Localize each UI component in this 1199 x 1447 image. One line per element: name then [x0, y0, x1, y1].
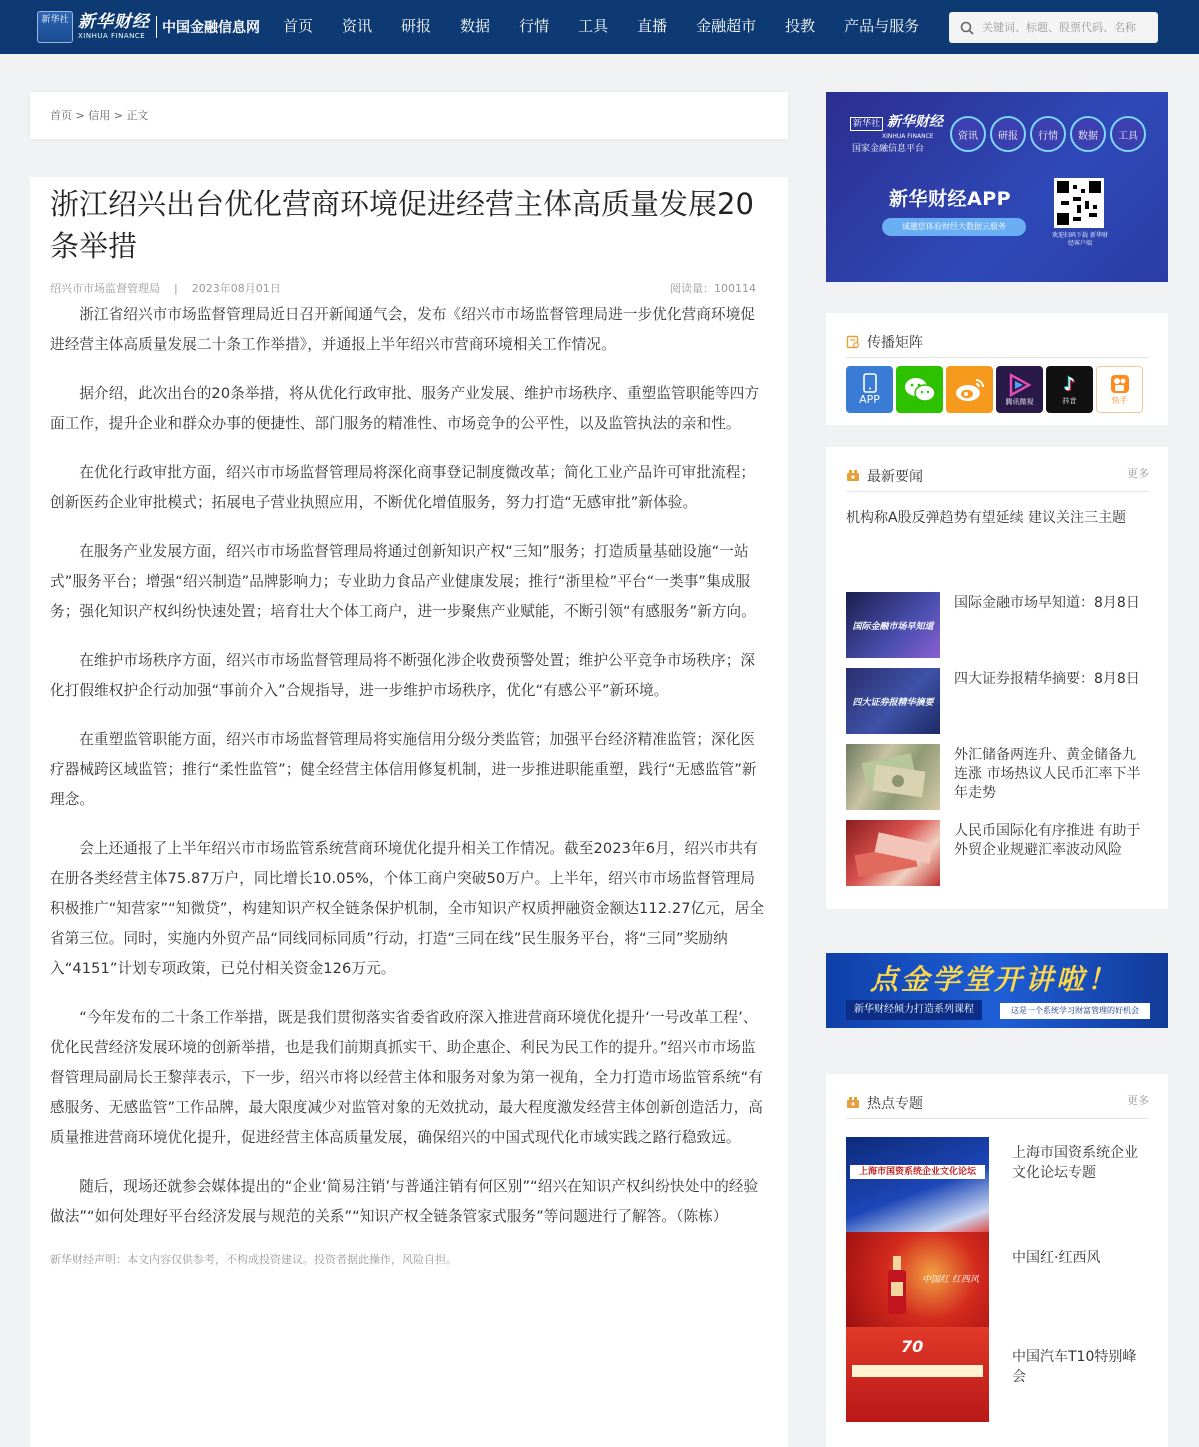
matrix-icon [846, 335, 860, 349]
feature-circle: 工具 [1110, 116, 1146, 152]
topic-image-caption: 中国红 红西风 [922, 1275, 979, 1285]
thumbnail-caption: 四大证券报精华摘要 [852, 697, 934, 708]
feature-circle: 研报 [990, 116, 1026, 152]
article-paragraph: 在优化行政审批方面，绍兴市市场监督管理局将深化商事登记制度微改革；简化工业产品许可审批流程；创新医药企业审批模式；拓展电子营业执照应用，不断优化增值服务，努力打造“无感审批”新体验。 [50, 464, 756, 511]
panel-title: 传播矩阵 [867, 335, 923, 351]
weibo-channel-button[interactable] [946, 366, 993, 413]
article-body [50, 300, 769, 1232]
channel-label: APP [859, 393, 880, 406]
channel-label: 快手 [1111, 396, 1128, 405]
thumbnail-caption: 国际金融市场早知道 [852, 621, 934, 632]
breadcrumb-section[interactable]: 信用 [88, 109, 111, 122]
breadcrumb-separator: > [75, 109, 85, 122]
feature-circle: 行情 [1030, 116, 1066, 152]
topics-more-link[interactable]: 更多 [1127, 1094, 1149, 1107]
nav-tools[interactable]: 工具 [578, 17, 609, 35]
article-paragraph: 据介绍，此次出台的20条举措，将从优化行政审批、服务产业发展、维护市场秩序、重塑监管职能等四方面工作，提升企业和群众办事的便捷性、部门服务的精准性、市场竞争的公平性，以及监管执法的亲和性。 [50, 385, 760, 432]
top-navigation-bar [0, 0, 1199, 54]
kuaishou-icon [1109, 373, 1131, 395]
views-count: 100114 [714, 282, 756, 295]
article-paragraph: 在维护市场秩序方面，绍兴市市场监督管理局将不断强化涉企收费预警处置；维护公平竞争市场秩序；深化打假维权护企行动加强“事前介入”合规指导，进一步维护市场秩序，优化“有感公平”新环境。 [50, 652, 756, 699]
news-list-item[interactable] [846, 668, 1149, 734]
news-list-item[interactable] [846, 744, 1149, 810]
article-title: 浙江绍兴出台优化营商环境促进经营主体高质量发展20条举措 [50, 187, 754, 263]
app-download-banner[interactable] [826, 92, 1168, 282]
news-list-item[interactable] [846, 820, 1149, 886]
nav-research[interactable]: 研报 [401, 17, 432, 35]
course-banner-subtag: 这是一个系统学习财富管理的好机会 [1000, 1003, 1150, 1019]
views-label: 阅读量： [670, 282, 714, 295]
panel-title: 最新要闻 [867, 469, 923, 485]
topic-image [846, 1232, 989, 1327]
banner-platform-text: 国家金融信息平台 [852, 144, 925, 154]
site-logo[interactable] [37, 11, 260, 43]
hot-topics-panel [826, 1074, 1168, 1447]
banner-slogan: 诚邀您体验财经大数据云服务 [882, 218, 1026, 236]
kuaishou-channel-button[interactable] [1096, 366, 1143, 413]
logo-divider [156, 16, 157, 38]
topic-image-band [852, 1365, 983, 1377]
article-paragraph: 会上还通报了上半年绍兴市市场监管系统营商环境优化提升相关工作情况。截至2023年6月，绍兴市共有在册各类经营主体75.87万户，同比增长10.05%，个体工商户突破50万户。上半年，绍兴市市场监督管理局积极推广“知营家”“知微贷”，构建知识产权全链条保护机制，全市知识产权质押融资金额达112.27亿元，居全省第三位。同时，实施内外贸产品“同线同标同质”行动，打造“三同在线”民生服务平台，将“三同”奖励纳入“4151”计划专项政策，已兑付相关资金126万元。 [50, 840, 765, 977]
nav-investor-education[interactable]: 投教 [785, 17, 816, 35]
article-source: 绍兴市市场监督管理局 [50, 282, 160, 295]
article-meta [50, 280, 769, 296]
news-thumbnail [846, 820, 940, 886]
banner-logo-name: 新华财经 [887, 114, 944, 130]
article-paragraph: “今年发布的二十条工作举措，既是我们贯彻落实省委省政府深入推进营商环境优化提升‘一号改革工程’、优化民营经济发展环境的创新举措，也是我们前期真抓实干、助企惠企、利民为民工作的提升。”绍兴市市场监督管理局副局长王黎萍表示，下一步，绍兴市将以经营主体和服务对象为第一视角，全力打造市场监管系统“有感服务、无感监管”工作品牌，最大限度减少对监管对象的无效扰动，最大程度激发经营主体创新创造活力，高质量推进营商环境优化提升，促进经营主体高质量发展，确保绍兴的中国式现代化市域实践之路行稳致远。 [50, 1009, 763, 1146]
course-banner[interactable] [826, 953, 1168, 1028]
banknotes-image [846, 744, 940, 810]
panel-header [846, 447, 1149, 492]
topic-item[interactable] [846, 1137, 1149, 1232]
banner-logo-badge: 新华社 [850, 117, 883, 131]
article-paragraph: 在服务产业发展方面，绍兴市市场监督管理局将通过创新知识产权“三知”服务；打造质量基础设施“一站式”服务平台；增强“绍兴制造”品牌影响力；专业助力食品产业健康发展；推行“浙里检”平台“一类事”集成服务；强化知识产权纠纷快速处置；培育壮大个体工商户，进一步聚焦产业赋能，不断引领“有感服务”新方向。 [50, 543, 756, 620]
panel-header [846, 313, 1149, 358]
lead-news-link[interactable]: 机构称A股反弹趋势有望延续 建议关注三主题 [846, 510, 1127, 526]
wechat-channel-button[interactable] [896, 366, 943, 413]
wechat-icon [903, 376, 937, 404]
article-date: 2023年08月01日 [191, 282, 281, 295]
weishi-channel-button[interactable] [996, 366, 1043, 413]
logo-english: XINHUA FINANCE [78, 32, 146, 40]
breadcrumb-home[interactable]: 首页 [50, 109, 72, 122]
search-icon[interactable] [960, 21, 974, 35]
banner-app-name: 新华财经APP [889, 188, 1012, 210]
article-paragraph: 在重塑监管职能方面，绍兴市市场监督管理局将实施信用分级分类监管；加强平台经济精准监管；深化医疗器械跨区域监管；推行“柔性监管”；健全经营主体信用修复机制，进一步推进职能重塑，践行“无感监管”新理念。 [50, 731, 757, 808]
media-matrix-panel [826, 313, 1168, 425]
liquor-bottle-image [886, 1256, 908, 1316]
weibo-icon [954, 377, 986, 403]
rmb-notes-image [846, 820, 940, 886]
nav-news[interactable]: 资讯 [342, 17, 373, 35]
breadcrumb [30, 92, 788, 139]
course-banner-tag: 新华财经倾力打造系列课程 [846, 1000, 982, 1020]
article-paragraph: 随后，现场还就参会媒体提出的“企业‘简易注销’与普通注销有何区别”“绍兴在知识产权纠纷快处中的经验做法”“如何处理好平台经济发展与规范的关系”“知识产权全链条管家式服务”等问题进行了解答。（陈栋） [50, 1178, 759, 1225]
topic-item[interactable] [846, 1327, 1149, 1422]
news-thumbnail [846, 744, 940, 810]
disclaimer: 新华财经声明：本文内容仅供参考，不构成投资建议。投资者据此操作，风险自担。 [50, 1253, 457, 1266]
nav-finance-mall[interactable]: 金融超市 [696, 17, 757, 35]
news-thumbnail [846, 668, 940, 734]
news-icon [846, 469, 860, 483]
media-icons [846, 366, 1149, 413]
channel-label: 腾讯微视 [1005, 397, 1034, 406]
topic-title: 中国汽车T10特别峰会 [1012, 1349, 1137, 1385]
search-box [949, 12, 1158, 43]
qr-caption: 欢迎扫码下载 新华财经客户端 [1052, 232, 1108, 247]
news-title: 国际金融市场早知道：8月8日 [954, 595, 1140, 611]
course-banner-title: 点金学堂开讲啦！ [870, 963, 1119, 996]
latest-news-panel [826, 447, 1168, 909]
feature-circle: 资讯 [950, 116, 986, 152]
app-channel-button[interactable] [846, 366, 893, 413]
breadcrumb-current: 正文 [126, 109, 149, 122]
news-title: 人民币国际化有序推进 有助于外贸企业规避汇率波动风险 [954, 823, 1141, 858]
banner-logo [850, 111, 943, 141]
article-views [670, 280, 756, 296]
topic-item[interactable] [846, 1232, 1149, 1327]
channel-label: 抖音 [1062, 396, 1077, 405]
article-container [30, 177, 788, 1447]
banner-feature-circles [950, 116, 1150, 152]
site-name: 中国金融信息网 [162, 20, 260, 36]
xinhua-badge: 新华社 [37, 11, 73, 43]
douyin-icon: ♪ [1063, 373, 1076, 395]
topic-image [846, 1137, 989, 1232]
main-nav [283, 0, 948, 54]
logo-name: 新华财经 [78, 12, 150, 32]
news-list-item[interactable] [846, 592, 1149, 658]
nav-products-services[interactable]: 产品与服务 [844, 17, 920, 35]
banner-logo-english: XINHUA FINANCE [882, 133, 934, 140]
search-input[interactable] [982, 21, 1152, 34]
topic-title: 中国红·红西风 [1012, 1250, 1101, 1266]
topic-image-caption: 70 [901, 1337, 924, 1356]
nav-live[interactable]: 直播 [637, 17, 668, 35]
weishi-icon [1007, 373, 1033, 397]
topic-image [846, 1327, 989, 1422]
nav-data[interactable]: 数据 [460, 17, 491, 35]
panel-title: 热点专题 [867, 1096, 923, 1112]
meta-divider: | [174, 282, 178, 295]
news-thumbnail [846, 592, 940, 658]
phone-icon [863, 373, 877, 393]
news-title: 外汇储备两连升、黄金储备九连涨 市场热议人民币汇率下半年走势 [954, 747, 1141, 801]
topics-icon [846, 1096, 860, 1110]
qr-code-icon [1054, 178, 1104, 228]
nav-market[interactable]: 行情 [519, 17, 550, 35]
panel-header [846, 1074, 1149, 1119]
breadcrumb-separator: > [113, 109, 123, 122]
article-paragraph: 浙江省绍兴市市场监督管理局近日召开新闻通气会，发布《绍兴市市场监督管理局进一步优化营商环境促进经营主体高质量发展二十条工作举措》，并通报上半年绍兴市营商环境相关工作情况。 [50, 306, 756, 353]
nav-home[interactable]: 首页 [283, 17, 314, 35]
douyin-channel-button[interactable] [1046, 366, 1093, 413]
topic-title: 上海市国资系统企业文化论坛专题 [1012, 1145, 1138, 1181]
feature-circle: 数据 [1070, 116, 1106, 152]
latest-more-link[interactable]: 更多 [1127, 467, 1149, 480]
news-title: 四大证券报精华摘要：8月8日 [954, 671, 1140, 687]
topic-image-caption: 上海市国资系统企业文化论坛 [850, 1165, 985, 1179]
